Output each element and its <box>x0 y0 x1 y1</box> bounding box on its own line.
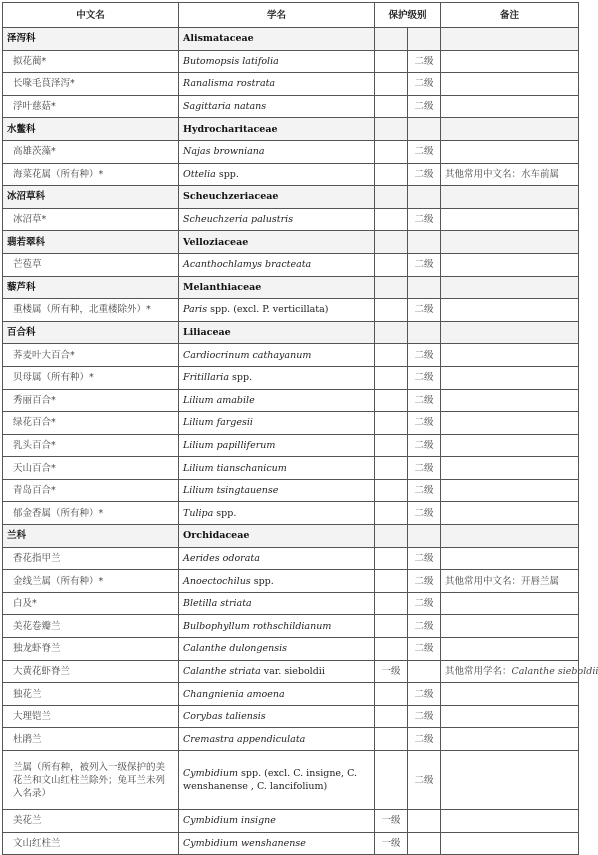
family-cn-name: 水鳖科 <box>3 118 179 141</box>
table-body <box>3 28 598 855</box>
remark-cell <box>441 344 579 367</box>
species-cn-name: 贝母属（所有种）* <box>3 366 179 389</box>
level1-cell <box>375 683 408 706</box>
species-cn-name: 浮叶慈菇* <box>3 95 179 118</box>
species-cn-name: 大理铠兰 <box>3 705 179 728</box>
species-cn-name: 高雄茨藻* <box>3 140 179 163</box>
family-row <box>3 186 579 209</box>
species-sci-name <box>179 570 375 593</box>
species-cn-name: 大黄花虾脊兰 <box>3 660 179 683</box>
family-row <box>3 525 579 548</box>
remark-cell <box>441 832 579 855</box>
species-row <box>3 592 579 615</box>
species-row <box>3 479 579 502</box>
level2-cell: 二级 <box>408 592 441 615</box>
remark-cell <box>441 683 579 706</box>
level1-cell <box>375 366 408 389</box>
level1-cell <box>375 140 408 163</box>
species-cn-name: 冰沼草* <box>3 208 179 231</box>
species-row <box>3 705 579 728</box>
protected-plants-table <box>2 2 598 855</box>
level2-cell <box>408 231 441 254</box>
species-row <box>3 728 579 751</box>
species-row <box>3 389 579 412</box>
species-row <box>3 95 579 118</box>
species-cn-name: 美花兰 <box>3 810 179 833</box>
species-sci-name <box>179 366 375 389</box>
species-sci-name <box>179 810 375 833</box>
genus-species-text: Fritillaria <box>183 372 230 384</box>
species-row <box>3 366 579 389</box>
level1-cell <box>375 299 408 322</box>
family-sci-name: Liliaceae <box>179 321 375 344</box>
species-row <box>3 660 579 683</box>
species-sci-name <box>179 592 375 615</box>
level2-cell: 二级 <box>408 208 441 231</box>
remark-cell <box>441 163 579 186</box>
species-row <box>3 547 579 570</box>
species-row <box>3 73 579 96</box>
remark-cell <box>441 434 579 457</box>
remark-cell <box>441 547 579 570</box>
genus-species-text: Najas browniana <box>183 146 265 158</box>
level1-cell <box>375 728 408 751</box>
level1-cell <box>375 638 408 661</box>
genus-species-text: Aerides odorata <box>183 552 260 564</box>
species-sci-name <box>179 253 375 276</box>
genus-species-text: Corybas taliensis <box>183 711 266 723</box>
level2-cell: 二级 <box>408 638 441 661</box>
level2-cell: 二级 <box>408 479 441 502</box>
remark-cell <box>441 231 579 254</box>
family-cn-name: 泽泻科 <box>3 28 179 51</box>
level1-cell <box>375 186 408 209</box>
species-sci-name <box>179 638 375 661</box>
species-row <box>3 434 579 457</box>
remark-cell <box>441 28 579 51</box>
level2-cell: 二级 <box>408 389 441 412</box>
level1-cell <box>375 479 408 502</box>
remark-cell <box>441 140 579 163</box>
level2-cell: 二级 <box>408 95 441 118</box>
species-sci-name <box>179 547 375 570</box>
species-cn-name: 文山红柱兰 <box>3 832 179 855</box>
level1-cell <box>375 389 408 412</box>
level2-cell: 二级 <box>408 502 441 525</box>
level2-cell: 二级 <box>408 570 441 593</box>
species-sci-name <box>179 344 375 367</box>
remark-cell <box>441 615 579 638</box>
level2-cell <box>408 660 441 683</box>
level1-cell: 一级 <box>375 832 408 855</box>
level2-cell <box>408 28 441 51</box>
level1-cell: 一级 <box>375 810 408 833</box>
sci-suffix-text: spp. <box>215 168 239 180</box>
genus-species-text: Cymbidium insigne <box>183 815 276 827</box>
family-cn-name: 藜芦科 <box>3 276 179 299</box>
genus-species-text: Paris <box>183 304 208 316</box>
species-row <box>3 683 579 706</box>
level1-cell <box>375 592 408 615</box>
species-sci-name <box>179 705 375 728</box>
level1-cell <box>375 163 408 186</box>
genus-species-text: Lilium tsingtauense <box>183 485 279 497</box>
level1-cell <box>375 95 408 118</box>
remark-cell <box>441 50 579 73</box>
sci-suffix-text: var. sieboldii <box>260 665 325 677</box>
level1-cell <box>375 525 408 548</box>
level1-cell <box>375 73 408 96</box>
species-cn-name: 杜鹃兰 <box>3 728 179 751</box>
level2-cell: 二级 <box>408 751 441 810</box>
species-sci-name <box>179 299 375 322</box>
genus-species-text: Lilium tianschanicum <box>183 462 287 474</box>
sci-suffix-text: spp. (excl. P. verticillata) <box>207 304 329 316</box>
remark-cell <box>441 276 579 299</box>
level2-cell: 二级 <box>408 366 441 389</box>
species-row <box>3 751 579 810</box>
species-row <box>3 163 579 186</box>
genus-species-text: Cymbidium <box>183 768 239 779</box>
remark-cell <box>441 525 579 548</box>
species-cn-name: 郁金香属（所有种）* <box>3 502 179 525</box>
remark-cell <box>441 660 598 683</box>
species-sci-name <box>179 50 375 73</box>
remark-cell <box>441 186 579 209</box>
remark-cell <box>441 321 579 344</box>
level2-cell: 二级 <box>408 705 441 728</box>
level1-cell <box>375 208 408 231</box>
species-row <box>3 208 579 231</box>
header-sci-name: 学名 <box>179 3 375 28</box>
remark-cell <box>441 592 579 615</box>
genus-species-text: Sagittaria natans <box>183 101 267 113</box>
remark-cell <box>441 810 579 833</box>
genus-species-text: Changnienia amoena <box>183 688 285 700</box>
genus-species-text: Ranalisma rostrata <box>183 78 276 90</box>
level2-cell: 二级 <box>408 253 441 276</box>
remark-cell <box>441 570 579 593</box>
level1-cell <box>375 705 408 728</box>
species-sci-name <box>179 73 375 96</box>
species-row <box>3 638 579 661</box>
remark-cell <box>441 638 579 661</box>
remark-cell <box>441 412 579 435</box>
level2-cell: 二级 <box>408 615 441 638</box>
family-sci-name: Alismataceae <box>179 28 375 51</box>
species-cn-name: 兰属（所有种，被列入一级保护的美花兰和文山红柱兰除外；兔耳兰未列入名录） <box>3 751 179 810</box>
level2-cell <box>408 832 441 855</box>
species-sci-name <box>179 728 375 751</box>
genus-species-text: Bletilla striata <box>183 598 252 610</box>
species-cn-name: 白及* <box>3 592 179 615</box>
level1-cell <box>375 28 408 51</box>
species-cn-name: 秀丽百合* <box>3 389 179 412</box>
remark-cell <box>441 502 579 525</box>
species-cn-name: 长喙毛茛泽泻* <box>3 73 179 96</box>
species-row <box>3 832 579 855</box>
remark-cell <box>441 73 579 96</box>
level1-cell: 一级 <box>375 660 408 683</box>
species-row <box>3 615 579 638</box>
species-row <box>3 253 579 276</box>
species-cn-name: 独龙虾脊兰 <box>3 638 179 661</box>
genus-species-text: Bulbophyllum rothschildianum <box>183 620 332 632</box>
family-sci-name: Hydrocharitaceae <box>179 118 375 141</box>
species-row <box>3 344 579 367</box>
species-sci-name <box>179 208 375 231</box>
genus-species-text: Anoectochilus <box>183 575 251 587</box>
family-sci-name: Scheuchzeriaceae <box>179 186 375 209</box>
level1-cell <box>375 434 408 457</box>
level1-cell <box>375 231 408 254</box>
species-cn-name: 青岛百合* <box>3 479 179 502</box>
level2-cell: 二级 <box>408 73 441 96</box>
level2-cell: 二级 <box>408 547 441 570</box>
family-sci-name: Melanthiaceae <box>179 276 375 299</box>
genus-species-text: Acanthochlamys bracteata <box>183 259 312 271</box>
species-row <box>3 502 579 525</box>
level1-cell <box>375 570 408 593</box>
family-row <box>3 276 579 299</box>
remark-text: 其他常用学名： <box>445 665 512 677</box>
genus-species-text: Calanthe dulongensis <box>183 643 288 655</box>
remark-cell <box>441 208 579 231</box>
species-sci-name <box>179 412 375 435</box>
remark-cell <box>441 751 579 810</box>
genus-species-text: Cremastra appendiculata <box>183 733 306 745</box>
genus-species-text: Butomopsis latifolia <box>183 55 279 67</box>
species-sci-name <box>179 660 375 683</box>
remark-cell <box>441 366 579 389</box>
level1-cell <box>375 412 408 435</box>
species-cn-name: 乳头百合* <box>3 434 179 457</box>
level2-cell: 二级 <box>408 728 441 751</box>
species-row <box>3 412 579 435</box>
species-cn-name: 香花指甲兰 <box>3 547 179 570</box>
species-sci-name <box>179 389 375 412</box>
level1-cell <box>375 276 408 299</box>
genus-species-text: Lilium papilliferum <box>183 439 276 451</box>
species-cn-name: 天山百合* <box>3 457 179 480</box>
species-sci-name <box>179 434 375 457</box>
genus-species-text: Scheuchzeria palustris <box>183 214 294 226</box>
family-row <box>3 231 579 254</box>
level2-cell: 二级 <box>408 163 441 186</box>
remark-text: 其他常用中文名：水车前属 <box>445 168 560 180</box>
species-sci-name <box>179 457 375 480</box>
level2-cell: 二级 <box>408 140 441 163</box>
level2-cell <box>408 525 441 548</box>
genus-species-text: Lilium fargesii <box>183 417 253 429</box>
species-cn-name: 独花兰 <box>3 683 179 706</box>
level2-cell <box>408 276 441 299</box>
header-remarks: 备注 <box>441 3 579 28</box>
species-sci-name <box>179 140 375 163</box>
species-sci-name <box>179 615 375 638</box>
level2-cell: 二级 <box>408 50 441 73</box>
level1-cell <box>375 253 408 276</box>
family-sci-name: Orchidaceae <box>179 525 375 548</box>
level1-cell <box>375 50 408 73</box>
level1-cell <box>375 344 408 367</box>
level1-cell <box>375 118 408 141</box>
remark-sci-text: Calanthe sieboldii <box>511 665 598 677</box>
species-row <box>3 810 579 833</box>
family-cn-name: 冰沼草科 <box>3 186 179 209</box>
level1-cell <box>375 751 408 810</box>
family-row <box>3 321 579 344</box>
family-sci-name: Velloziaceae <box>179 231 375 254</box>
level2-cell: 二级 <box>408 683 441 706</box>
level2-cell <box>408 118 441 141</box>
species-row <box>3 50 579 73</box>
level1-cell <box>375 502 408 525</box>
level1-cell <box>375 457 408 480</box>
species-row <box>3 457 579 480</box>
family-row <box>3 28 579 51</box>
level1-cell <box>375 321 408 344</box>
species-row <box>3 570 579 593</box>
family-cn-name: 兰科 <box>3 525 179 548</box>
species-row <box>3 140 579 163</box>
species-sci-name <box>179 683 375 706</box>
remark-cell <box>441 389 579 412</box>
remark-cell <box>441 705 579 728</box>
header-cn-name: 中文名 <box>3 3 179 28</box>
genus-species-text: Calanthe striata <box>183 665 261 677</box>
level2-cell <box>408 186 441 209</box>
level2-cell: 二级 <box>408 344 441 367</box>
header-protection-level: 保护级别 <box>375 3 441 28</box>
sci-suffix-text: spp. <box>250 575 274 587</box>
family-cn-name: 百合科 <box>3 321 179 344</box>
species-sci-name <box>179 502 375 525</box>
remark-cell <box>441 457 579 480</box>
genus-species-text: Lilium amabile <box>183 394 255 406</box>
species-cn-name: 荞麦叶大百合* <box>3 344 179 367</box>
species-sci-name <box>179 163 375 186</box>
remark-text: 其他常用中文名：开唇兰属 <box>445 575 560 587</box>
species-sci-name <box>179 751 375 810</box>
remark-cell <box>441 728 579 751</box>
species-sci-name <box>179 479 375 502</box>
species-cn-name: 海菜花属（所有种）* <box>3 163 179 186</box>
family-cn-name: 翡若翠科 <box>3 231 179 254</box>
remark-cell <box>441 479 579 502</box>
species-sci-name <box>179 95 375 118</box>
genus-species-text: Cardiocrinum cathayanum <box>183 349 312 361</box>
level2-cell: 二级 <box>408 299 441 322</box>
level2-cell: 二级 <box>408 457 441 480</box>
sci-suffix-text: spp. <box>229 372 253 384</box>
species-row <box>3 299 579 322</box>
sci-suffix-text: spp. <box>213 507 237 519</box>
level1-cell <box>375 547 408 570</box>
species-cn-name: 重楼属（所有种，北重楼除外）* <box>3 299 179 322</box>
sci-suffix-text: spp. (excl. C. insigne, C. wenshanense , C. lancifolium) <box>183 768 358 792</box>
remark-cell <box>441 95 579 118</box>
remark-cell <box>441 253 579 276</box>
species-cn-name: 绿花百合* <box>3 412 179 435</box>
family-row <box>3 118 579 141</box>
level2-cell: 二级 <box>408 412 441 435</box>
species-sci-name <box>179 832 375 855</box>
species-cn-name: 美花卷瓣兰 <box>3 615 179 638</box>
header-row <box>3 3 579 28</box>
remark-cell <box>441 118 579 141</box>
species-cn-name: 拟花蔺* <box>3 50 179 73</box>
genus-species-text: Cymbidium wenshanense <box>183 837 306 849</box>
level1-cell <box>375 615 408 638</box>
level2-cell <box>408 810 441 833</box>
species-cn-name: 金线兰属（所有种）* <box>3 570 179 593</box>
genus-species-text: Tulipa <box>183 507 214 519</box>
level2-cell: 二级 <box>408 434 441 457</box>
remark-cell <box>441 299 579 322</box>
genus-species-text: Ottelia <box>183 168 216 180</box>
species-cn-name: 芒苞草 <box>3 253 179 276</box>
level2-cell <box>408 321 441 344</box>
